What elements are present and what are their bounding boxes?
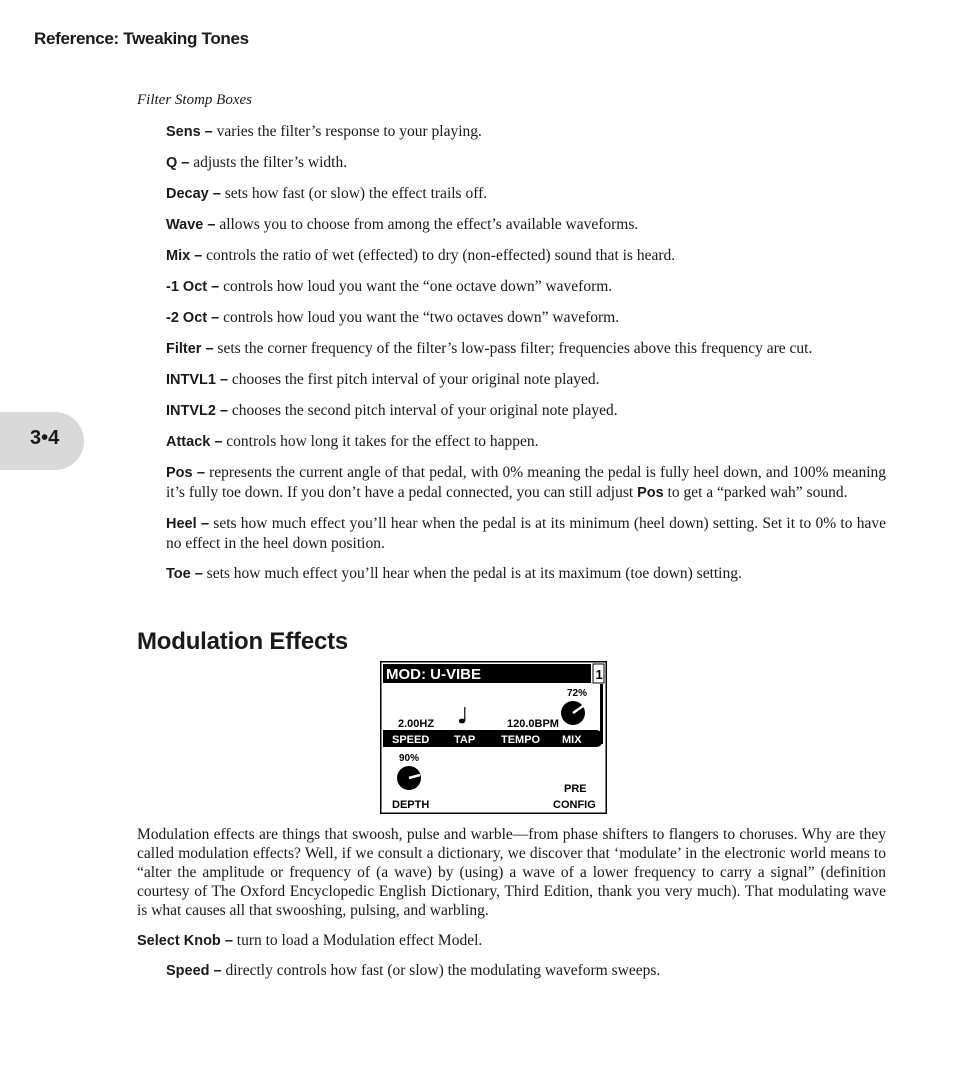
param-term: -1 Oct – — [166, 279, 220, 295]
param-toe — [166, 564, 886, 584]
param-oct1 — [166, 277, 886, 297]
param-intvl1 — [166, 370, 886, 390]
param-desc: varies the filter’s response to your playing. — [212, 123, 482, 140]
param-term: Q – — [166, 155, 190, 171]
parameter-list — [166, 122, 886, 595]
param-mix — [166, 246, 886, 266]
lcd-mix-value: 72% — [567, 688, 588, 699]
lcd-tempo-value: 120.0BPM — [507, 718, 559, 730]
lcd-title: MOD: U-VIBE — [386, 666, 481, 683]
param-desc: controls how loud you want the “two octaves down” waveform. — [219, 309, 620, 326]
lcd-tab-tempo: TEMPO — [501, 734, 541, 746]
param-term: Heel – — [166, 516, 210, 532]
lcd-page-number: 1 — [595, 667, 603, 682]
param-term: Toe – — [166, 566, 203, 582]
param-desc: sets how fast (or slow) the effect trails off. — [220, 185, 488, 202]
param-desc-after: to get a “parked wah” sound. — [663, 484, 848, 501]
param-term: Wave – — [166, 217, 216, 233]
param-desc: controls how loud you want the “one octave down” waveform. — [219, 278, 613, 295]
param-intvl2 — [166, 401, 886, 421]
param-term: Decay – — [166, 186, 221, 202]
param-desc: directly controls how fast (or slow) the modulating waveform sweeps. — [221, 962, 661, 979]
lcd-tab-speed: SPEED — [392, 734, 430, 746]
param-term: Sens – — [166, 124, 213, 140]
speed-param — [166, 961, 886, 981]
param-sens — [166, 122, 886, 142]
param-decay — [166, 184, 886, 204]
lcd-screen-graphic — [380, 661, 607, 814]
param-inline-term: Pos — [637, 485, 664, 501]
section-label: Filter Stomp Boxes — [137, 92, 252, 108]
page-number: 3•4 — [30, 427, 60, 449]
lcd-tab-tap: TAP — [454, 734, 476, 746]
param-term: INTVL1 – — [166, 372, 229, 388]
param-term: Attack – — [166, 434, 223, 450]
param-wave — [166, 215, 886, 235]
param-term: Speed – — [166, 963, 222, 979]
param-term: Select Knob – — [137, 933, 233, 949]
lcd-depth-label: DEPTH — [392, 799, 430, 811]
param-term: Pos – — [166, 465, 205, 481]
lcd-depth-value: 90% — [399, 753, 420, 764]
param-filter — [166, 339, 886, 359]
modulation-intro: Modulation effects are things that swoosh, pulse and warble—from phase shifters to flangers to choruses. Why are they called modulation effects? Well, if we consult a dictionary, we discover that ‘modulate’ in the electronic world means to “alter the amplitude or frequency of (a wave) by (using) a wave of a lower frequency to carry a signal” (definition courtesy of The Oxford Encyclopedic English Dictionary, Third Edition, thank you very much). That modulating wave is what causes all that swooshing, pulsing, and warbling. — [137, 826, 886, 919]
param-desc: sets how much effect you’ll hear when the pedal is at its minimum (heel down) setting. Set it to 0% to have no effect in the heel down position. — [166, 515, 886, 552]
lcd-screen — [380, 661, 607, 814]
param-pos — [166, 463, 886, 503]
param-desc: allows you to choose from among the effect’s available waveforms. — [215, 216, 639, 233]
param-desc: chooses the second pitch interval of your original note played. — [228, 402, 618, 419]
param-oct2 — [166, 308, 886, 328]
param-desc: controls the ratio of wet (effected) to dry (non-effected) sound that is heard. — [202, 247, 676, 264]
param-term: -2 Oct – — [166, 310, 220, 326]
lcd-pre-label: PRE — [564, 783, 587, 795]
param-desc: controls how long it takes for the effect to happen. — [222, 433, 539, 450]
lcd-config-label: CONFIG — [553, 799, 596, 811]
param-desc: sets how much effect you’ll hear when the pedal is at its maximum (toe down) setting. — [202, 565, 742, 582]
page-number-tab — [0, 412, 84, 470]
param-attack — [166, 432, 886, 452]
select-knob-param — [137, 931, 886, 951]
param-term: Mix – — [166, 248, 203, 264]
param-desc: chooses the first pitch interval of your original note played. — [228, 371, 600, 388]
param-q — [166, 153, 886, 173]
param-term: Filter – — [166, 341, 214, 357]
param-desc: turn to load a Modulation effect Model. — [232, 932, 483, 949]
param-term: INTVL2 – — [166, 403, 229, 419]
running-header: Reference: Tweaking Tones — [34, 29, 249, 48]
lcd-speed-value: 2.00HZ — [398, 718, 435, 730]
param-heel — [166, 514, 886, 553]
lcd-tab-mix: MIX — [562, 734, 582, 746]
section-heading: Modulation Effects — [137, 628, 349, 655]
param-desc: represents the current angle of that pedal, with 0% meaning the pedal is fully heel down, and 100% meaning it’s fully toe down. If you don’t have a pedal connected, you can still adjust — [166, 464, 887, 501]
param-desc: sets the corner frequency of the filter’s low-pass filter; frequencies above this frequency are cut. — [213, 340, 813, 357]
param-desc: adjusts the filter’s width. — [189, 154, 348, 171]
